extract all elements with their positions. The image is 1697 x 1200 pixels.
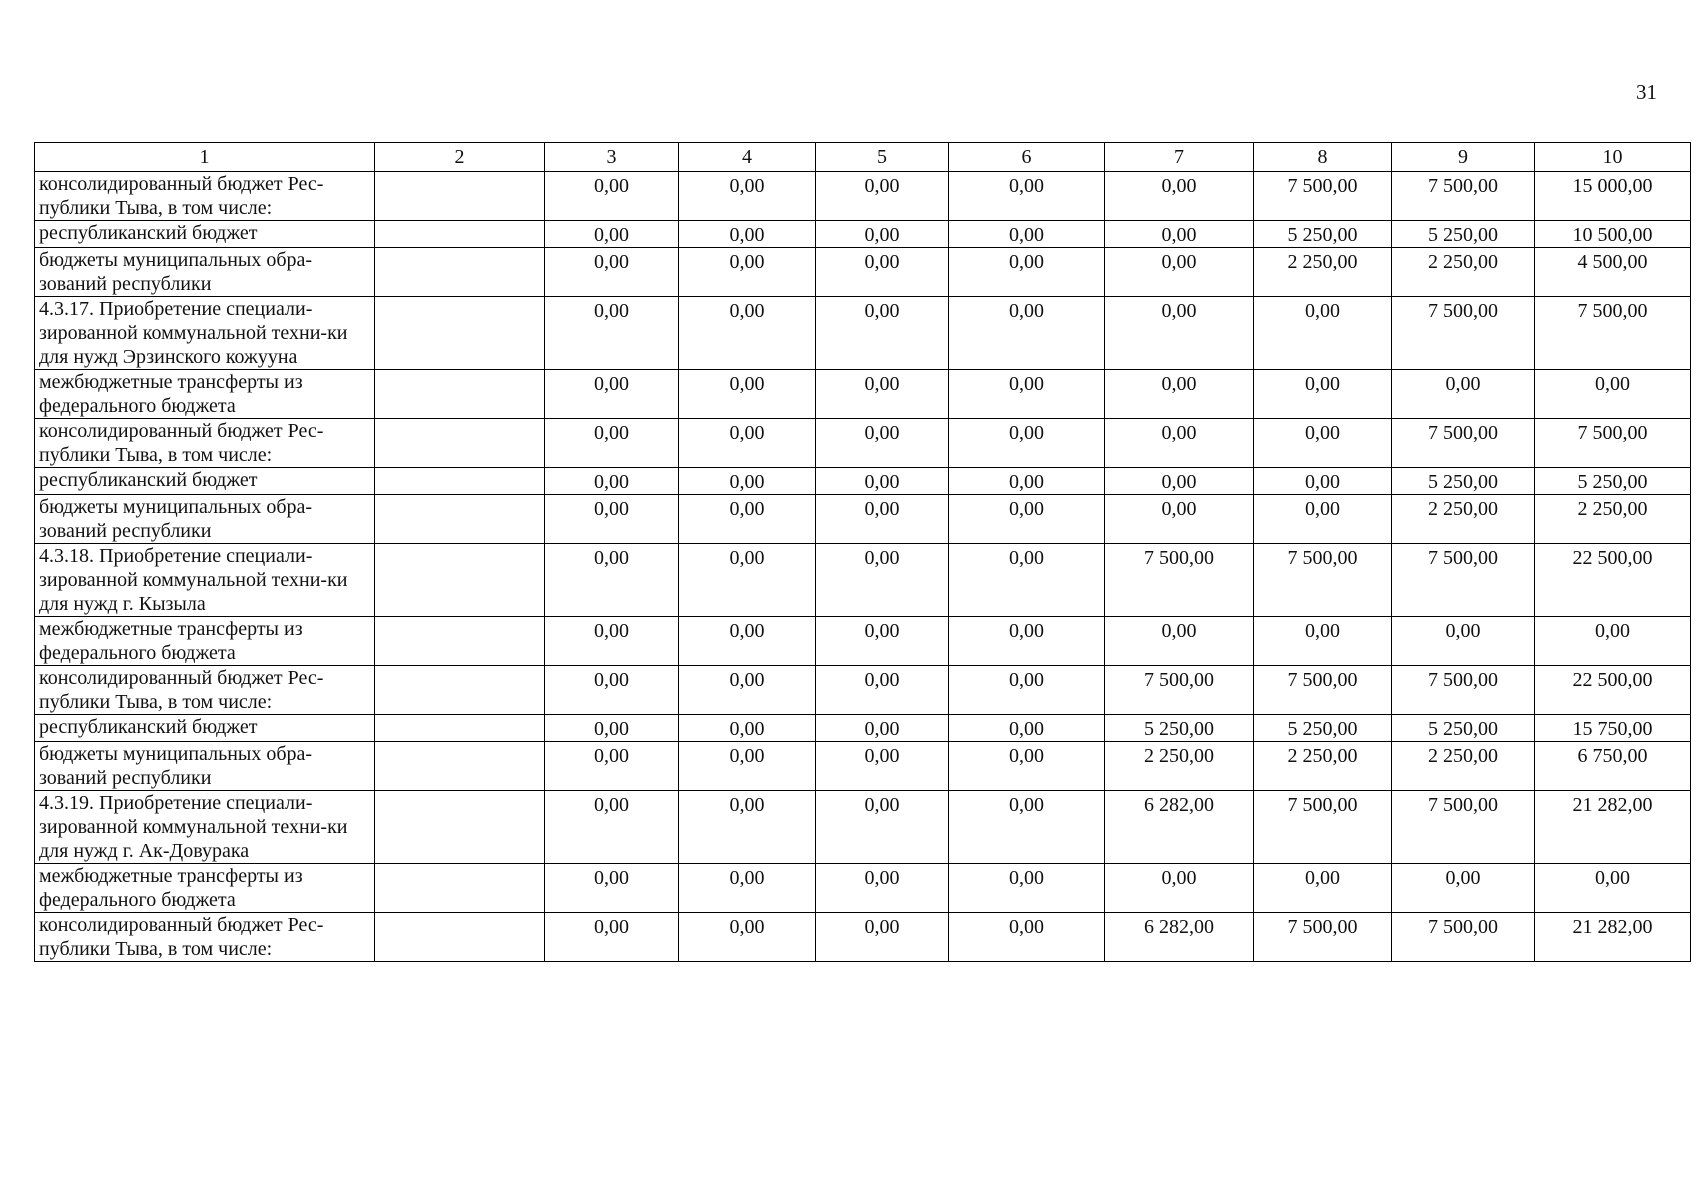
row-col2-cell [375,544,545,617]
value-cell-col-9: 0,00 [1392,864,1535,913]
value-cell-col-6: 0,00 [949,864,1105,913]
column-header-2: 2 [375,143,545,172]
value-cell-col-4: 0,00 [679,742,816,791]
value-cell-col-5: 0,00 [816,913,949,962]
value-cell-col-9: 7 500,00 [1392,297,1535,370]
row-col2-cell [375,617,545,666]
row-description: бюджеты муниципальных обра-зований республики [35,495,375,544]
page-number: 31 [1636,80,1657,104]
value-cell-col-6: 0,00 [949,495,1105,544]
value-cell-col-8: 5 250,00 [1254,715,1392,742]
value-cell-col-3: 0,00 [545,172,679,221]
value-cell-col-5: 0,00 [816,617,949,666]
value-cell-col-10: 0,00 [1535,370,1691,419]
value-cell-col-4: 0,00 [679,666,816,715]
value-cell-col-5: 0,00 [816,791,949,864]
value-cell-col-7: 0,00 [1105,370,1254,419]
value-cell-col-4: 0,00 [679,715,816,742]
value-cell-col-3: 0,00 [545,864,679,913]
column-header-10: 10 [1535,143,1691,172]
value-cell-col-10: 6 750,00 [1535,742,1691,791]
value-cell-col-9: 2 250,00 [1392,495,1535,544]
value-cell-col-8: 0,00 [1254,370,1392,419]
value-cell-col-3: 0,00 [545,913,679,962]
value-cell-col-6: 0,00 [949,370,1105,419]
row-col2-cell [375,791,545,864]
value-cell-col-9: 0,00 [1392,370,1535,419]
table-row [35,864,1691,913]
value-cell-col-8: 0,00 [1254,419,1392,468]
budget-table [34,142,1691,962]
value-cell-col-10: 2 250,00 [1535,495,1691,544]
value-cell-col-9: 2 250,00 [1392,742,1535,791]
value-cell-col-9: 0,00 [1392,617,1535,666]
value-cell-col-5: 0,00 [816,864,949,913]
value-cell-col-10: 10 500,00 [1535,221,1691,248]
value-cell-col-8: 0,00 [1254,495,1392,544]
row-col2-cell [375,419,545,468]
value-cell-col-3: 0,00 [545,248,679,297]
value-cell-col-5: 0,00 [816,370,949,419]
value-cell-col-4: 0,00 [679,617,816,666]
value-cell-col-7: 2 250,00 [1105,742,1254,791]
value-cell-col-9: 7 500,00 [1392,666,1535,715]
value-cell-col-8: 0,00 [1254,468,1392,495]
value-cell-col-6: 0,00 [949,913,1105,962]
value-cell-col-8: 2 250,00 [1254,742,1392,791]
value-cell-col-10: 21 282,00 [1535,913,1691,962]
value-cell-col-6: 0,00 [949,297,1105,370]
value-cell-col-8: 5 250,00 [1254,221,1392,248]
row-description: бюджеты муниципальных обра-зований республики [35,248,375,297]
table-row [35,742,1691,791]
value-cell-col-3: 0,00 [545,297,679,370]
row-col2-cell [375,864,545,913]
value-cell-col-4: 0,00 [679,248,816,297]
row-description: республиканский бюджет [35,715,375,742]
value-cell-col-5: 0,00 [816,172,949,221]
value-cell-col-9: 7 500,00 [1392,913,1535,962]
row-col2-cell [375,495,545,544]
row-col2-cell [375,468,545,495]
value-cell-col-10: 22 500,00 [1535,544,1691,617]
value-cell-col-7: 0,00 [1105,248,1254,297]
value-cell-col-6: 0,00 [949,468,1105,495]
value-cell-col-3: 0,00 [545,370,679,419]
value-cell-col-10: 0,00 [1535,864,1691,913]
table-row [35,913,1691,962]
value-cell-col-7: 0,00 [1105,468,1254,495]
value-cell-col-9: 7 500,00 [1392,544,1535,617]
value-cell-col-3: 0,00 [545,419,679,468]
value-cell-col-3: 0,00 [545,221,679,248]
value-cell-col-4: 0,00 [679,791,816,864]
value-cell-col-7: 0,00 [1105,495,1254,544]
value-cell-col-5: 0,00 [816,221,949,248]
value-cell-col-10: 21 282,00 [1535,791,1691,864]
value-cell-col-9: 7 500,00 [1392,172,1535,221]
value-cell-col-7: 0,00 [1105,617,1254,666]
value-cell-col-10: 7 500,00 [1535,419,1691,468]
row-description: консолидированный бюджет Рес-публики Тыва, в том числе: [35,666,375,715]
table-row [35,495,1691,544]
value-cell-col-5: 0,00 [816,544,949,617]
table-row [35,617,1691,666]
value-cell-col-10: 5 250,00 [1535,468,1691,495]
value-cell-col-7: 5 250,00 [1105,715,1254,742]
value-cell-col-8: 7 500,00 [1254,172,1392,221]
value-cell-col-5: 0,00 [816,715,949,742]
value-cell-col-6: 0,00 [949,666,1105,715]
row-description: консолидированный бюджет Рес-публики Тыва, в том числе: [35,913,375,962]
column-header-1: 1 [35,143,375,172]
row-col2-cell [375,248,545,297]
value-cell-col-3: 0,00 [545,666,679,715]
value-cell-col-4: 0,00 [679,913,816,962]
table-row [35,221,1691,248]
value-cell-col-6: 0,00 [949,617,1105,666]
row-description: консолидированный бюджет Рес-публики Тыва, в том числе: [35,419,375,468]
row-description: 4.3.19. Приобретение специали-зированной коммунальной техни-ки для нужд г. Ак-Довурака [35,791,375,864]
value-cell-col-4: 0,00 [679,419,816,468]
value-cell-col-7: 0,00 [1105,419,1254,468]
value-cell-col-9: 5 250,00 [1392,715,1535,742]
value-cell-col-8: 7 500,00 [1254,666,1392,715]
value-cell-col-3: 0,00 [545,495,679,544]
table-row [35,297,1691,370]
row-description: республиканский бюджет [35,221,375,248]
value-cell-col-10: 22 500,00 [1535,666,1691,715]
value-cell-col-5: 0,00 [816,742,949,791]
column-header-6: 6 [949,143,1105,172]
column-header-4: 4 [679,143,816,172]
table-row [35,248,1691,297]
value-cell-col-6: 0,00 [949,172,1105,221]
value-cell-col-7: 0,00 [1105,172,1254,221]
value-cell-col-3: 0,00 [545,742,679,791]
value-cell-col-5: 0,00 [816,248,949,297]
value-cell-col-3: 0,00 [545,791,679,864]
table-row [35,419,1691,468]
row-col2-cell [375,370,545,419]
column-header-3: 3 [545,143,679,172]
row-description: межбюджетные трансферты из федерального бюджета [35,864,375,913]
value-cell-col-8: 0,00 [1254,864,1392,913]
table-row [35,370,1691,419]
header-row [35,143,1691,172]
column-header-8: 8 [1254,143,1392,172]
table-row [35,666,1691,715]
value-cell-col-3: 0,00 [545,715,679,742]
value-cell-col-5: 0,00 [816,297,949,370]
table-row [35,791,1691,864]
value-cell-col-10: 0,00 [1535,617,1691,666]
value-cell-col-3: 0,00 [545,617,679,666]
value-cell-col-8: 0,00 [1254,617,1392,666]
row-description: консолидированный бюджет Рес-публики Тыва, в том числе: [35,172,375,221]
row-description: 4.3.18. Приобретение специали-зированной коммунальной техни-ки для нужд г. Кызыла [35,544,375,617]
value-cell-col-4: 0,00 [679,172,816,221]
value-cell-col-7: 7 500,00 [1105,544,1254,617]
value-cell-col-7: 6 282,00 [1105,791,1254,864]
value-cell-col-4: 0,00 [679,297,816,370]
value-cell-col-7: 6 282,00 [1105,913,1254,962]
row-description: межбюджетные трансферты из федерального бюджета [35,617,375,666]
value-cell-col-10: 15 750,00 [1535,715,1691,742]
value-cell-col-6: 0,00 [949,248,1105,297]
value-cell-col-9: 5 250,00 [1392,221,1535,248]
value-cell-col-8: 2 250,00 [1254,248,1392,297]
row-description: бюджеты муниципальных обра-зований республики [35,742,375,791]
row-col2-cell [375,172,545,221]
value-cell-col-10: 15 000,00 [1535,172,1691,221]
value-cell-col-6: 0,00 [949,544,1105,617]
value-cell-col-9: 7 500,00 [1392,419,1535,468]
value-cell-col-5: 0,00 [816,419,949,468]
column-header-7: 7 [1105,143,1254,172]
row-description: республиканский бюджет [35,468,375,495]
value-cell-col-6: 0,00 [949,791,1105,864]
value-cell-col-7: 0,00 [1105,221,1254,248]
table-row [35,715,1691,742]
row-description: межбюджетные трансферты из федерального бюджета [35,370,375,419]
value-cell-col-9: 7 500,00 [1392,791,1535,864]
value-cell-col-3: 0,00 [545,544,679,617]
table-row [35,172,1691,221]
value-cell-col-6: 0,00 [949,715,1105,742]
table-row [35,468,1691,495]
value-cell-col-8: 7 500,00 [1254,791,1392,864]
column-header-9: 9 [1392,143,1535,172]
value-cell-col-6: 0,00 [949,419,1105,468]
value-cell-col-4: 0,00 [679,468,816,495]
column-header-5: 5 [816,143,949,172]
value-cell-col-4: 0,00 [679,544,816,617]
value-cell-col-10: 4 500,00 [1535,248,1691,297]
row-col2-cell [375,297,545,370]
value-cell-col-5: 0,00 [816,468,949,495]
value-cell-col-10: 7 500,00 [1535,297,1691,370]
value-cell-col-5: 0,00 [816,666,949,715]
row-description: 4.3.17. Приобретение специали-зированной коммунальной техни-ки для нужд Эрзинского кожууна [35,297,375,370]
value-cell-col-9: 5 250,00 [1392,468,1535,495]
value-cell-col-7: 7 500,00 [1105,666,1254,715]
value-cell-col-7: 0,00 [1105,864,1254,913]
row-col2-cell [375,221,545,248]
row-col2-cell [375,715,545,742]
row-col2-cell [375,913,545,962]
value-cell-col-5: 0,00 [816,495,949,544]
value-cell-col-8: 7 500,00 [1254,544,1392,617]
value-cell-col-8: 0,00 [1254,297,1392,370]
row-col2-cell [375,742,545,791]
value-cell-col-4: 0,00 [679,495,816,544]
value-cell-col-8: 7 500,00 [1254,913,1392,962]
row-col2-cell [375,666,545,715]
value-cell-col-4: 0,00 [679,221,816,248]
value-cell-col-3: 0,00 [545,468,679,495]
value-cell-col-9: 2 250,00 [1392,248,1535,297]
value-cell-col-6: 0,00 [949,742,1105,791]
table-body [35,172,1691,962]
value-cell-col-6: 0,00 [949,221,1105,248]
value-cell-col-4: 0,00 [679,370,816,419]
value-cell-col-7: 0,00 [1105,297,1254,370]
value-cell-col-4: 0,00 [679,864,816,913]
table-row [35,544,1691,617]
